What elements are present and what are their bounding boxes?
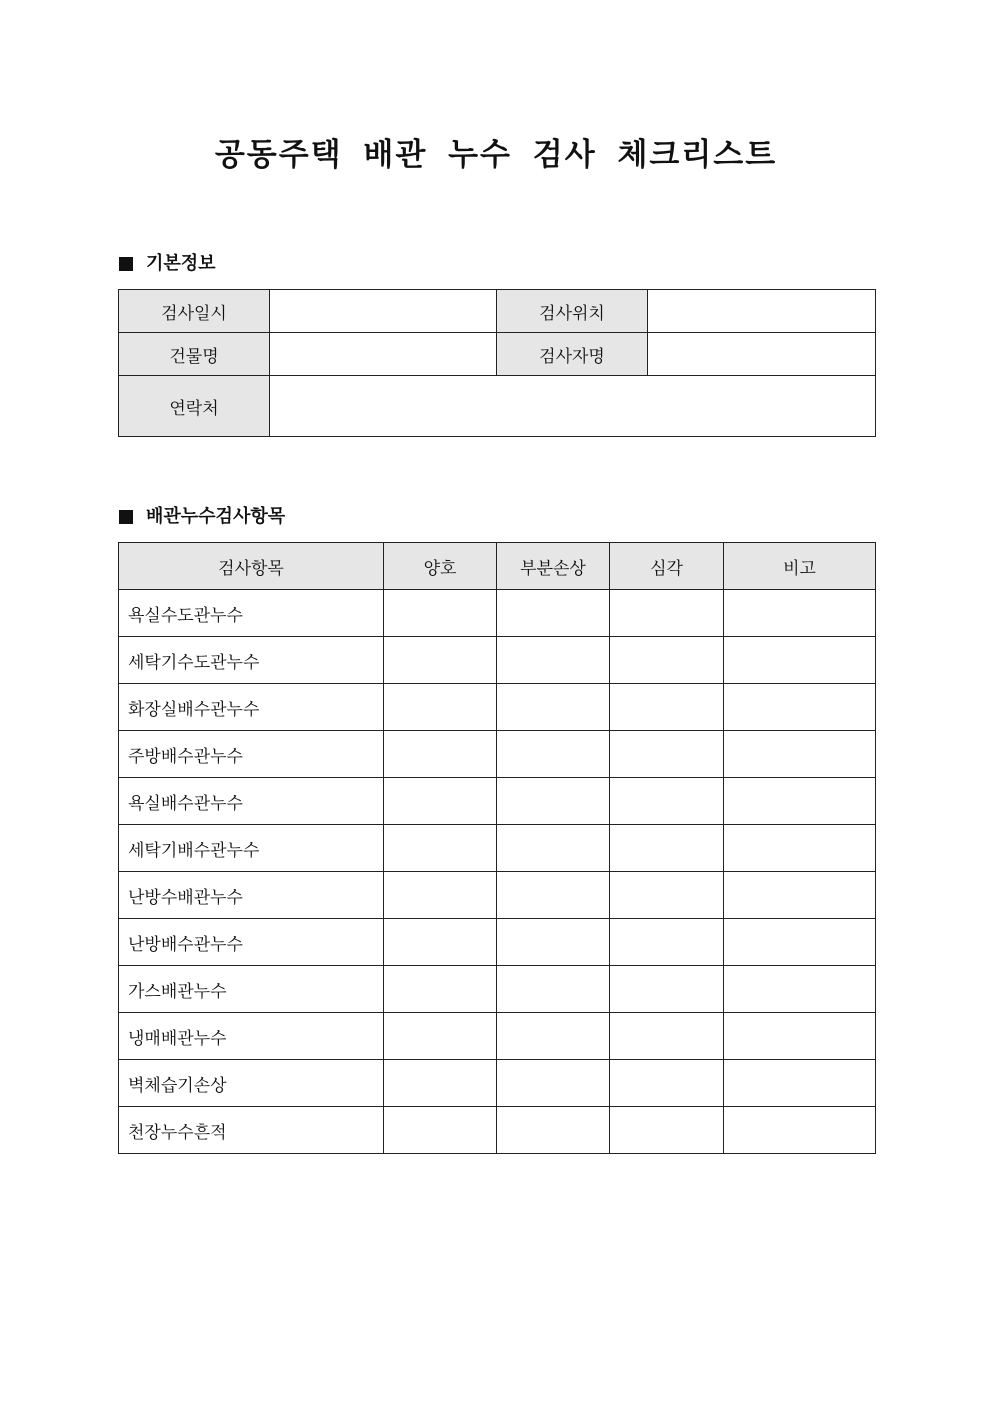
inspector-name-label: 검사자명 (497, 333, 648, 376)
document-title: 공동주택 배관 누수 검사 체크리스트 (214, 137, 778, 173)
checklist-cell-good[interactable] (384, 919, 497, 966)
checklist-cell-severe[interactable] (610, 731, 724, 778)
column-header-severe: 심각 (610, 543, 724, 590)
checklist-cell-good[interactable] (384, 872, 497, 919)
inspection-date-label: 검사일시 (119, 290, 270, 333)
checklist-item-label: 세탁기수도관누수 (119, 637, 384, 684)
checklist-cell-partial-damage[interactable] (497, 637, 610, 684)
checklist-cell-severe[interactable] (610, 1013, 724, 1060)
checklist-cell-remarks[interactable] (724, 590, 876, 637)
checklist-item-label: 가스배관누수 (119, 966, 384, 1013)
checklist-cell-severe[interactable] (610, 637, 724, 684)
column-header-remarks: 비고 (724, 543, 876, 590)
checklist-cell-remarks[interactable] (724, 966, 876, 1013)
section-heading-label: 배관누수검사항목 (146, 506, 286, 527)
checklist-item-label: 난방수배관누수 (119, 872, 384, 919)
checklist-cell-partial-damage[interactable] (497, 1060, 610, 1107)
checklist-cell-remarks[interactable] (724, 684, 876, 731)
checklist-cell-partial-damage[interactable] (497, 590, 610, 637)
building-name-label: 건물명 (119, 333, 270, 376)
table-row (119, 1060, 876, 1107)
column-header-good: 양호 (384, 543, 497, 590)
checklist-table (118, 542, 876, 1154)
checklist-cell-remarks[interactable] (724, 1107, 876, 1154)
table-row (119, 966, 876, 1013)
checklist-item-label: 천장누수흔적 (119, 1107, 384, 1154)
table-row (119, 825, 876, 872)
checklist-cell-severe[interactable] (610, 1107, 724, 1154)
checklist-cell-good[interactable] (384, 966, 497, 1013)
column-header-partial-damage: 부분손상 (497, 543, 610, 590)
checklist-cell-partial-damage[interactable] (497, 731, 610, 778)
checklist-cell-partial-damage[interactable] (497, 872, 610, 919)
table-row (119, 778, 876, 825)
checklist-item-label: 벽체습기손상 (119, 1060, 384, 1107)
table-row (119, 919, 876, 966)
checklist-cell-remarks[interactable] (724, 825, 876, 872)
checklist-cell-remarks[interactable] (724, 1013, 876, 1060)
checklist-cell-severe[interactable] (610, 778, 724, 825)
building-name-field[interactable] (270, 333, 497, 376)
checklist-item-label: 난방배수관누수 (119, 919, 384, 966)
table-row (119, 872, 876, 919)
checklist-cell-good[interactable] (384, 1107, 497, 1154)
table-row (119, 731, 876, 778)
checklist-item-label: 세탁기배수관누수 (119, 825, 384, 872)
checklist-item-label: 화장실배수관누수 (119, 684, 384, 731)
square-bullet-icon (119, 510, 133, 524)
inspection-location-field[interactable] (648, 290, 876, 333)
inspection-date-field[interactable] (270, 290, 497, 333)
checklist-cell-good[interactable] (384, 731, 497, 778)
table-row (119, 590, 876, 637)
checklist-cell-partial-damage[interactable] (497, 1013, 610, 1060)
checklist-cell-partial-damage[interactable] (497, 919, 610, 966)
checklist-cell-partial-damage[interactable] (497, 825, 610, 872)
checklist-cell-partial-damage[interactable] (497, 1107, 610, 1154)
checklist-cell-good[interactable] (384, 590, 497, 637)
checklist-cell-severe[interactable] (610, 919, 724, 966)
inspector-name-field[interactable] (648, 333, 876, 376)
checklist-cell-severe[interactable] (610, 825, 724, 872)
table-row (119, 333, 876, 376)
column-header-item: 검사항목 (119, 543, 384, 590)
checklist-cell-good[interactable] (384, 684, 497, 731)
checklist-cell-good[interactable] (384, 1060, 497, 1107)
checklist-cell-remarks[interactable] (724, 919, 876, 966)
square-bullet-icon (119, 257, 133, 271)
section-heading-checklist (119, 505, 285, 529)
checklist-cell-good[interactable] (384, 1013, 497, 1060)
inspection-location-label: 검사위치 (497, 290, 648, 333)
checklist-cell-good[interactable] (384, 825, 497, 872)
checklist-body (119, 590, 876, 1154)
checklist-cell-severe[interactable] (610, 684, 724, 731)
table-row (119, 637, 876, 684)
section-heading-label: 기본정보 (146, 253, 216, 274)
contact-label: 연락처 (119, 376, 270, 437)
checklist-cell-partial-damage[interactable] (497, 684, 610, 731)
checklist-cell-remarks[interactable] (724, 872, 876, 919)
checklist-cell-severe[interactable] (610, 590, 724, 637)
checklist-cell-good[interactable] (384, 637, 497, 684)
checklist-cell-severe[interactable] (610, 872, 724, 919)
checklist-item-label: 욕실수도관누수 (119, 590, 384, 637)
checklist-cell-severe[interactable] (610, 1060, 724, 1107)
checklist-cell-remarks[interactable] (724, 778, 876, 825)
checklist-cell-partial-damage[interactable] (497, 966, 610, 1013)
checklist-cell-severe[interactable] (610, 966, 724, 1013)
table-row (119, 684, 876, 731)
checklist-cell-remarks[interactable] (724, 731, 876, 778)
checklist-item-label: 냉매배관누수 (119, 1013, 384, 1060)
contact-field[interactable] (270, 376, 876, 437)
table-row (119, 1013, 876, 1060)
section-heading-basic-info (119, 252, 216, 276)
checklist-item-label: 주방배수관누수 (119, 731, 384, 778)
checklist-cell-remarks[interactable] (724, 1060, 876, 1107)
checklist-cell-good[interactable] (384, 778, 497, 825)
table-row (119, 1107, 876, 1154)
checklist-cell-partial-damage[interactable] (497, 778, 610, 825)
basic-info-table (118, 289, 876, 437)
checklist-cell-remarks[interactable] (724, 637, 876, 684)
table-header-row (119, 543, 876, 590)
table-row (119, 376, 876, 437)
checklist-item-label: 욕실배수관누수 (119, 778, 384, 825)
table-row (119, 290, 876, 333)
